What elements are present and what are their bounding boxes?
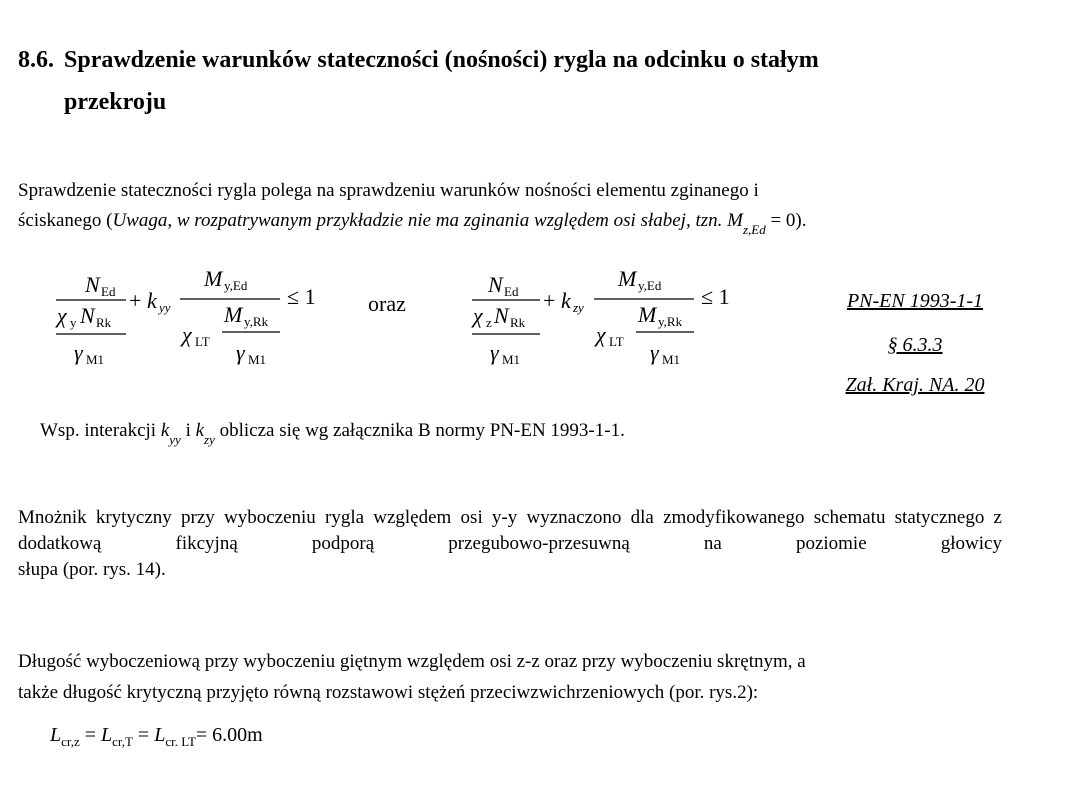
- section-number: 8.6.: [18, 47, 54, 73]
- f1-chi-sub: y: [70, 315, 77, 330]
- f2-M: M: [618, 266, 637, 291]
- interaction-k1: k: [160, 420, 170, 441]
- f1-gamma-sub: M1: [86, 352, 105, 367]
- section-title-line2: przekroju: [64, 89, 167, 115]
- f2-gammaM-sub: M1: [662, 352, 681, 367]
- interaction-k2-sub: zy: [204, 432, 215, 447]
- f1-N: N: [85, 272, 100, 297]
- lf-L3-sub: cr. LT: [165, 734, 196, 749]
- f2-chiLT: χ: [596, 322, 606, 347]
- formula-conjunction: oraz: [368, 291, 406, 316]
- f2-gamma-sub: M1: [502, 352, 521, 367]
- f1-leq: ≤ 1: [287, 284, 316, 309]
- f2-k: k: [561, 288, 571, 313]
- f1-gammaM: γ: [236, 340, 245, 365]
- intro-line2-note: Uwaga, w rozpatrywanym przykładzie nie ma zginania względem osi słabej, tzn. M: [112, 210, 743, 231]
- f2-plus: +: [543, 288, 556, 313]
- f2-k-sub: zy: [573, 300, 584, 315]
- intro-line2: [18, 206, 807, 245]
- section-title-line1: Sprawdzenie warunków stateczności (nośności) rygla na odcinku o stałym: [64, 47, 819, 73]
- f1-NRk-sub: Rk: [96, 315, 112, 330]
- lf-eq2: =: [132, 724, 155, 746]
- f1-plus: +: [129, 288, 142, 313]
- f1-MRk-sub: y,Rk: [244, 314, 269, 329]
- intro-line2-start: ściskanego (: [18, 210, 113, 231]
- f2-chiLT-sub: LT: [609, 334, 624, 349]
- f2-N: N: [488, 272, 503, 297]
- f2-MRk: M: [638, 302, 657, 327]
- interaction-k2: k: [195, 420, 205, 441]
- lf-eq1: =: [79, 724, 102, 746]
- lf-value: = 6.00m: [195, 724, 263, 746]
- length-formula: [50, 720, 263, 757]
- f1-chi: χ: [57, 303, 67, 328]
- f2-M-sub: y,Ed: [638, 278, 662, 293]
- intro-line2-subscript: z,Ed: [742, 222, 766, 237]
- interaction-k1-sub: yy: [169, 432, 181, 447]
- interaction-mid: i: [180, 420, 196, 441]
- buckling-length-line1: Długość wyboczeniową przy wyboczeniu giętnym względem osi z-z oraz przy wyboczeniu skrętnym, a: [18, 651, 806, 672]
- f2-MRk-sub: y,Rk: [658, 314, 683, 329]
- f1-M: M: [204, 266, 223, 291]
- interaction-line: [40, 416, 625, 455]
- lf-L1: L: [50, 724, 62, 746]
- f1-gammaM-sub: M1: [248, 352, 267, 367]
- f1-gamma: γ: [74, 340, 83, 365]
- f2-NRk: N: [494, 303, 509, 328]
- f1-MRk: M: [224, 302, 243, 327]
- interaction-end: oblicza się wg załącznika B normy PN-EN 1993-1-1.: [214, 420, 625, 441]
- lf-L2: L: [101, 724, 113, 746]
- formula-right: [468, 262, 748, 379]
- reference-annex: Zał. Kraj. NA. 20: [845, 374, 985, 396]
- reference-section: § 6.3.3: [887, 334, 943, 356]
- f2-gammaM: γ: [650, 340, 659, 365]
- f1-k: k: [147, 288, 157, 313]
- intro-line1: Sprawdzenie stateczności rygla polega na sprawdzeniu warunków nośności elementu zginanego i: [18, 180, 759, 201]
- reference-standard: PN-EN 1993-1-1: [846, 290, 984, 312]
- f2-chi: χ: [473, 303, 483, 328]
- intro-line2-end: = 0).: [765, 210, 807, 231]
- formula-left: [52, 262, 332, 379]
- f2-gamma: γ: [490, 340, 499, 365]
- f2-leq: ≤ 1: [701, 284, 730, 309]
- f1-chiLT-sub: LT: [195, 334, 210, 349]
- f2-chi-sub: z: [486, 315, 492, 330]
- buckling-length-line2: także długość krytyczną przyjęto równą rozstawowi stężeń przeciwzwichrzeniowych (por. rys.2):: [18, 682, 759, 703]
- f1-N-sub: Ed: [101, 284, 116, 299]
- f1-M-sub: y,Ed: [224, 278, 248, 293]
- f1-NRk: N: [80, 303, 95, 328]
- interaction-start: Wsp. interakcji: [40, 420, 161, 441]
- f2-N-sub: Ed: [504, 284, 519, 299]
- lf-L1-sub: cr,z: [61, 734, 80, 749]
- critical-multiplier-paragraph-end: słupa (por. rys. 14).: [18, 559, 166, 580]
- critical-multiplier-paragraph: Mnożnik krytyczny przy wyboczeniu rygla względem osi y-y wyznaczono dla zmodyfikowanego schematu statycznego z dodatkową fikcyjną podporą przegubowo-przesuwną na poziomie głowicy: [18, 507, 1002, 554]
- lf-L2-sub: cr,T: [112, 734, 133, 749]
- f2-NRk-sub: Rk: [510, 315, 526, 330]
- lf-L3: L: [154, 724, 166, 746]
- f1-chiLT: χ: [182, 322, 192, 347]
- f1-k-sub: yy: [159, 300, 171, 315]
